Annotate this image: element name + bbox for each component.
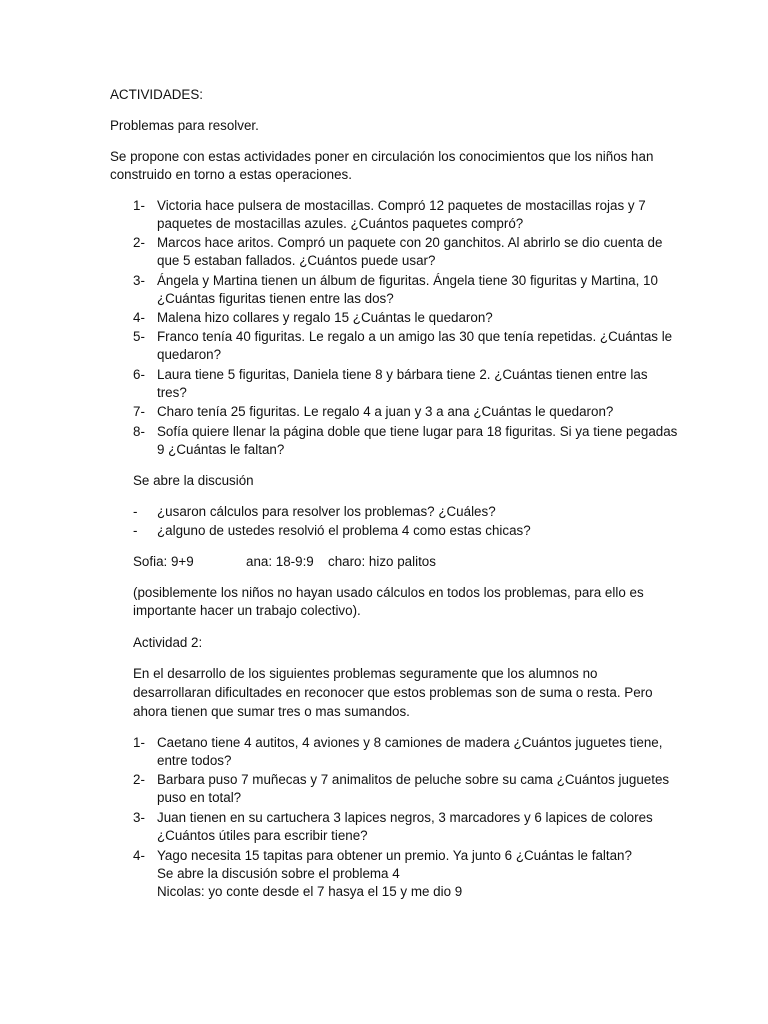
problem2-number-2: 2- [133, 772, 145, 787]
problem2-text-4b: Se abre la discusión sobre el problema 4 [157, 866, 400, 881]
problem1-text-6a: Laura tiene 5 figuritas, Daniela tiene 8 y bárbara tiene 2. ¿Cuántas tienen entre las [157, 367, 648, 382]
problem1-number-5: 5- [133, 329, 145, 344]
problem1-number-8: 8- [133, 424, 145, 439]
note-line-1: (posiblemente los niños no hayan usado cálculos en todos los problemas, para ello es [133, 585, 644, 600]
discussion-item-1: ¿usaron cálculos para resolver los problemas? ¿Cuáles? [157, 504, 496, 519]
note-line-2: importante hacer un trabajo colectivo). [133, 603, 361, 618]
problem2-text-2a: Barbara puso 7 muñecas y 7 animalitos de peluche sobre su cama ¿Cuántos juguetes [157, 772, 670, 787]
problem1-text-1b: paquetes de mostacillas azules. ¿Cuántos paquetes compró? [157, 216, 524, 231]
page-subheading: Problemas para resolver. [110, 118, 259, 133]
problem2-number-1: 1- [133, 735, 145, 750]
problem1-number-4: 4- [133, 310, 145, 325]
page-heading: ACTIVIDADES: [110, 87, 204, 102]
problem2-number-4: 4- [133, 848, 145, 863]
problem1-text-8a: Sofía quiere llenar la página doble que tiene lugar para 18 figuritas. Si ya tiene pegadas [157, 424, 678, 439]
intro-line-2: construido en torno a estas operaciones. [110, 167, 352, 182]
problem1-text-8b: 9 ¿Cuántas le faltan? [157, 442, 285, 457]
problem1-text-7a: Charo tenía 25 figuritas. Le regalo 4 a juan y 3 a ana ¿Cuántas le quedaron? [157, 404, 614, 419]
problem1-text-2a: Marcos hace aritos. Compró un paquete con 20 ganchitos. Al abrirlo se dio cuenta de [157, 235, 663, 250]
problem1-text-5b: quedaron? [157, 347, 222, 362]
problem1-text-3a: Ángela y Martina tienen un álbum de figuritas. Ángela tiene 30 figuritas y Martina, 10 [157, 273, 658, 288]
problem2-text-3b: ¿Cuántos útiles para escribir tiene? [157, 828, 368, 843]
problem2-number-3: 3- [133, 810, 145, 825]
answer-ana: ana: 18-9:9 [246, 554, 314, 569]
problem1-text-5a: Franco tenía 40 figuritas. Le regalo a un amigo las 30 que tenía repetidas. ¿Cuántas le [157, 329, 673, 344]
activity2-intro-line-2: desarrollaran dificultades en reconocer que estos problemas son de suma o resta. Pero [133, 685, 653, 700]
discussion-bullet-2: - [133, 523, 138, 538]
problem2-text-4c: Nicolas: yo conte desde el 7 hasya el 15 y me dio 9 [157, 884, 463, 899]
problem1-number-2: 2- [133, 235, 145, 250]
problem2-text-1a: Caetano tiene 4 autitos, 4 aviones y 8 camiones de madera ¿Cuántos juguetes tiene, [157, 735, 663, 750]
problem2-text-2b: puso en total? [157, 790, 242, 805]
problem1-number-7: 7- [133, 404, 145, 419]
problem1-number-1: 1- [133, 198, 145, 213]
discussion-title: Se abre la discusión [133, 473, 254, 488]
activity2-intro-line-1: En el desarrollo de los siguientes problemas seguramente que los alumnos no [133, 666, 598, 681]
problem1-text-4a: Malena hizo collares y regalo 15 ¿Cuántas le quedaron? [157, 310, 493, 325]
activity2-title: Actividad 2: [133, 635, 203, 650]
problem2-text-3a: Juan tienen en su cartuchera 3 lapices negros, 3 marcadores y 6 lapices de colores [157, 810, 653, 825]
problem1-text-6b: tres? [157, 385, 187, 400]
activity2-intro-line-3: ahora tienen que sumar tres o mas sumandos. [133, 704, 410, 719]
discussion-item-2: ¿alguno de ustedes resolvió el problema 4 como estas chicas? [157, 523, 531, 538]
intro-line-1: Se propone con estas actividades poner en circulación los conocimientos que los niños han [110, 149, 654, 164]
problem2-text-4a: Yago necesita 15 tapitas para obtener un premio. Ya junto 6 ¿Cuántas le faltan? [157, 848, 632, 863]
problem1-number-3: 3- [133, 273, 145, 288]
problem1-text-2b: que 5 estaban fallados. ¿Cuántos puede usar? [157, 253, 436, 268]
problem1-text-1a: Victoria hace pulsera de mostacillas. Compró 12 paquetes de mostacillas rojas y 7 [157, 198, 646, 213]
problem2-text-1b: entre todos? [157, 753, 232, 768]
answer-sofia: Sofia: 9+9 [133, 554, 194, 569]
problem1-number-6: 6- [133, 367, 145, 382]
problem1-text-3b: ¿Cuántas figuritas tienen entre las dos? [157, 291, 394, 306]
discussion-bullet-1: - [133, 504, 138, 519]
answer-charo: charo: hizo palitos [328, 554, 436, 569]
